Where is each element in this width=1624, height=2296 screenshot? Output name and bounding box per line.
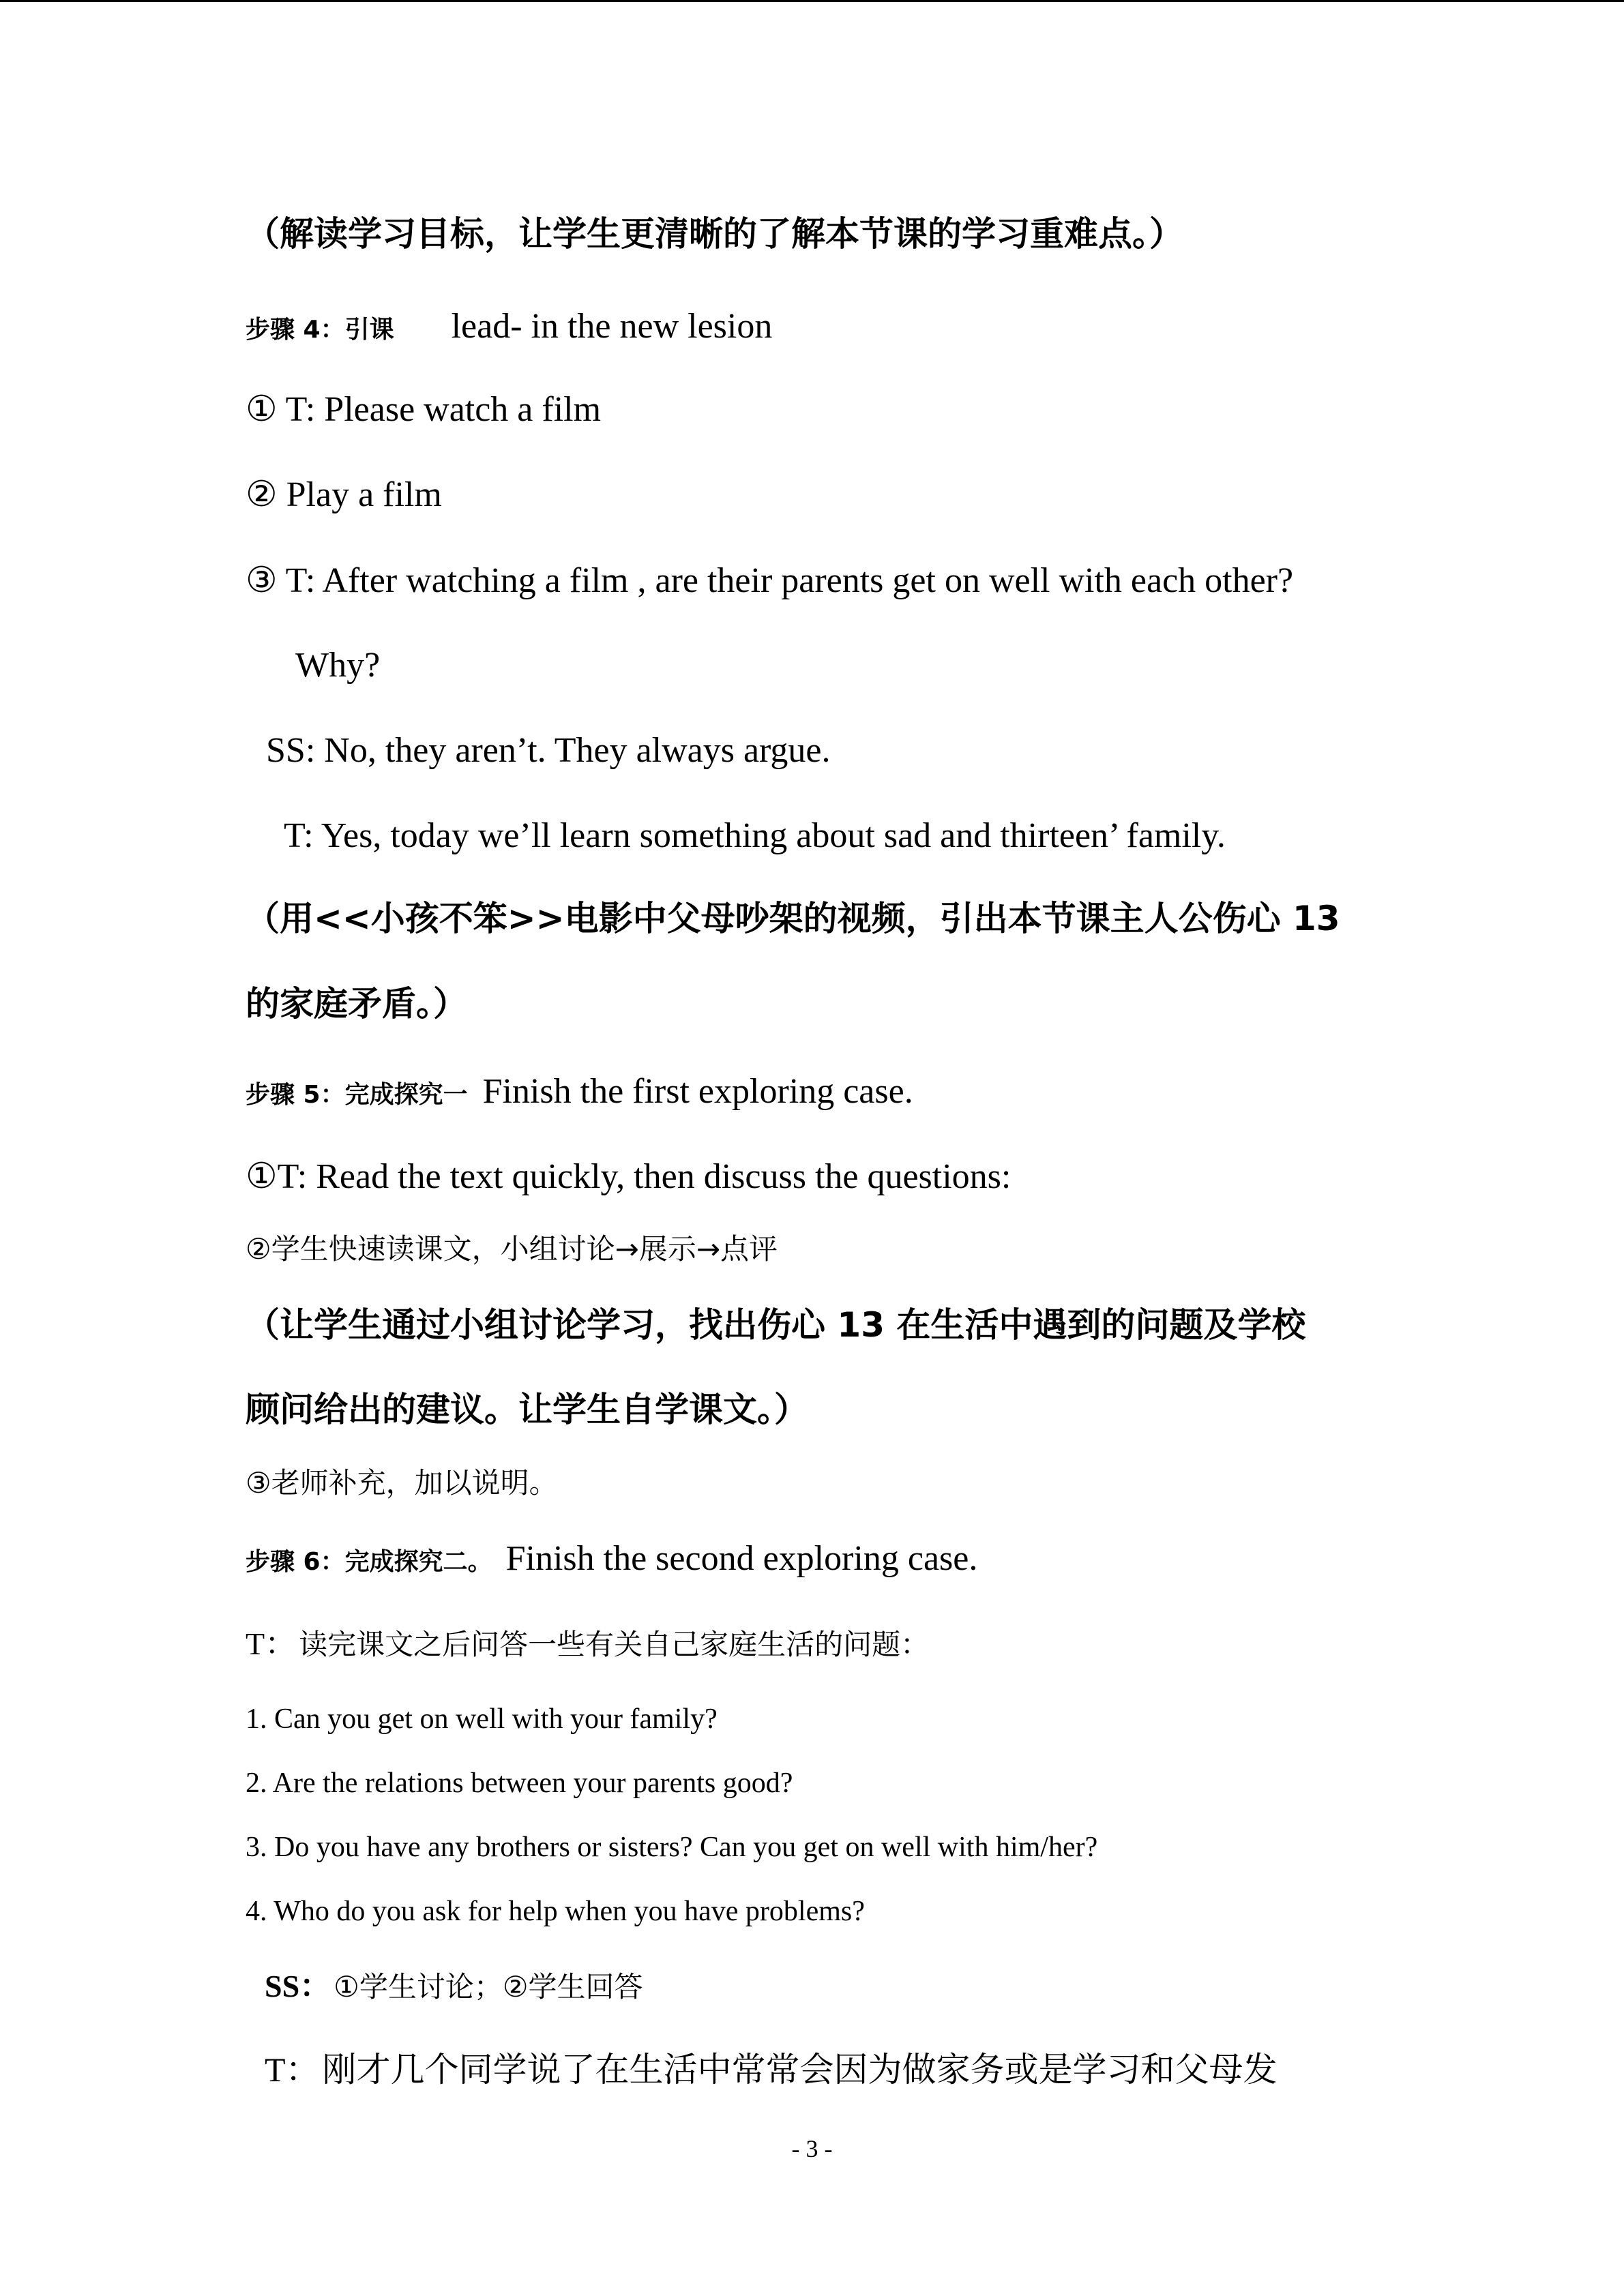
- step-4-text: lead- in the new lesion: [451, 307, 773, 346]
- line-play-film: ② Play a film: [246, 475, 442, 514]
- line-teacher-questions: [246, 1628, 929, 1660]
- video-note-line-1: （用<<小孩不笨>>电影中父母吵架的视频，引出本节课主人公伤心 13: [246, 899, 1340, 938]
- line-teacher-intro: T: Yes, today we’ll learn something about sad and thirteen’ family.: [284, 816, 1226, 855]
- line-after-watching: ③ T: After watching a film , are their parents get on well with each other?: [246, 561, 1294, 600]
- video-note-line-2: 的家庭矛盾。）: [246, 984, 467, 1024]
- step-5-line: [246, 1074, 913, 1109]
- question-2: 2. Are the relations between your parents good?: [246, 1768, 793, 1799]
- top-border-line: [0, 0, 1624, 2]
- question-1: 1. Can you get on well with your family?: [246, 1703, 718, 1735]
- line-watch-film: ① T: Please watch a film: [246, 390, 602, 429]
- teacher-summary-prefix: T：: [265, 2051, 320, 2089]
- ss-prefix: SS：: [265, 1969, 331, 2003]
- line-teacher-supplement: ③老师补充，加以说明。: [246, 1466, 558, 1500]
- step-6-text: Finish the second exploring case.: [505, 1539, 978, 1578]
- page-number: - 3 -: [791, 2135, 833, 2162]
- line-teacher-summary: [265, 2050, 1278, 2089]
- step-5-label: 步骤 5：完成探究一: [246, 1081, 468, 1109]
- step-6-label: 步骤 6：完成探究二。: [246, 1548, 492, 1576]
- teacher-questions-text: 读完课文之后问答一些有关自己家庭生活的问题：: [299, 1628, 930, 1661]
- teacher-prefix: T：: [246, 1626, 297, 1661]
- question-4: 4. Who do you ask for help when you have problems?: [246, 1896, 865, 1927]
- learning-goal-note: （解读学习目标，让学生更清晰的了解本节课的学习重难点。）: [246, 214, 1183, 254]
- line-ss-discuss: [265, 1971, 643, 2002]
- step-4-label: 步骤 4：引课: [246, 316, 394, 344]
- question-3: 3. Do you have any brothers or sisters? Can you get on well with him/her?: [246, 1832, 1098, 1863]
- teacher-summary-text: 刚才几个同学说了在生活中常常会因为做家务或是学习和父母发: [322, 2050, 1278, 2089]
- line-read-quickly: ①T: Read the text quickly, then discuss the questions:: [246, 1157, 1012, 1196]
- line-ss-answer: SS: No, they aren’t. They always argue.: [266, 731, 831, 770]
- ss-discuss-text: ①学生讨论；②学生回答: [334, 1970, 643, 2003]
- step-4-line: [246, 309, 772, 344]
- line-group-discuss: ②学生快速读课文，小组讨论→展示→点评: [246, 1232, 778, 1266]
- discussion-note-line-2: 顾问给出的建议。让学生自学课文。）: [246, 1390, 808, 1429]
- step-5-text: Finish the first exploring case.: [482, 1072, 913, 1111]
- step-6-line: [246, 1541, 977, 1577]
- line-why: Why?: [295, 646, 381, 685]
- discussion-note-line-1: （让学生通过小组讨论学习，找出伤心 13 在生活中遇到的问题及学校: [246, 1305, 1306, 1345]
